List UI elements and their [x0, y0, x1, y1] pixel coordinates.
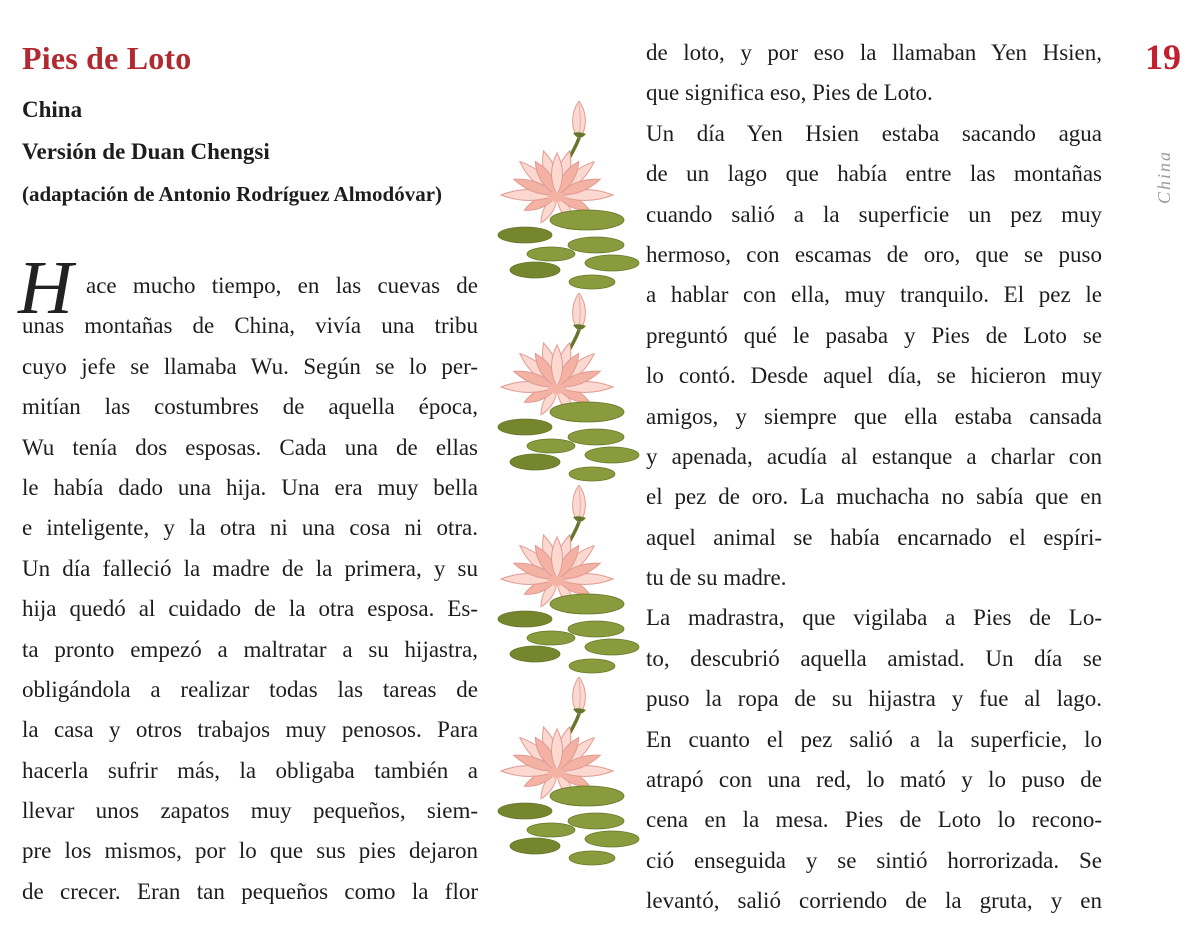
text-line: to, descubrió aquella amistad. Un día se — [646, 645, 1102, 671]
text-line: ció enseguida y se sintió horrorizada. Se — [646, 847, 1102, 873]
text-line: que significa eso, Pies de Loto. — [646, 80, 933, 106]
text-line: ace mucho tiempo, en las cuevas de — [86, 273, 478, 298]
text-line: el pez de oro. La muchacha no sabía que en — [646, 484, 1102, 510]
left-text-column — [18, 246, 478, 912]
text-line: llevar unos zapatos muy pequeños, siem- — [22, 798, 478, 824]
story-version: Versión de Duan Chengsi — [22, 139, 270, 164]
text-line: de un lago que había entre las montañas — [646, 161, 1102, 187]
margin-country-label: China — [1154, 149, 1174, 204]
text-line: En cuanto el pez salió a la superficie, lo — [646, 726, 1102, 752]
drop-cap: H — [18, 246, 73, 330]
page-title: Pies de Loto — [22, 40, 192, 76]
text-line: La madrastra, que vigilaba a Pies de Lo- — [646, 605, 1102, 631]
text-line: obligándola a realizar todas las tareas de — [22, 676, 478, 702]
right-text-column — [646, 33, 1102, 922]
left-column-header — [22, 40, 478, 214]
text-line: cuando salió a la superficie un pez muy — [646, 201, 1102, 227]
lotus-bud — [573, 293, 586, 330]
text-line: atrapó con una red, lo mató y lo puso de — [646, 767, 1102, 793]
text-line: Un día falleció la madre de la primera, y su — [22, 555, 478, 581]
lotus-flower-ornament — [495, 290, 640, 482]
page-number: 19 — [1145, 37, 1181, 77]
lotus-flower-ornament — [495, 482, 640, 674]
lily-pads — [498, 210, 639, 289]
lotus-bud — [573, 101, 586, 138]
lily-pads — [498, 786, 639, 865]
text-line: de crecer. Eran tan pequeños como la flor — [22, 878, 478, 904]
text-line: hija quedó al cuidado de la otra esposa. Es- — [22, 596, 478, 622]
story-country: China — [22, 97, 83, 122]
text-line: aquel animal se había encarnado el espíri- — [646, 524, 1102, 550]
text-line: hermoso, con escamas de oro, que se puso — [646, 241, 1102, 267]
text-line: pre los mismos, por lo que sus pies dejaron — [22, 838, 478, 864]
lily-pads — [498, 594, 639, 673]
text-line: la casa y otros trabajos muy penosos. Para — [22, 717, 478, 743]
text-line: y apenada, acudía al estanque a charlar con — [646, 443, 1102, 469]
text-line: lo contó. Desde aquel día, se hicieron muy — [646, 363, 1102, 389]
text-line: preguntó qué le pasaba y Pies de Loto se — [646, 322, 1102, 348]
text-line: mitían las costumbres de aquella época, — [22, 394, 478, 420]
text-line: amigos, y siempre que ella estaba cansada — [646, 403, 1102, 429]
text-line: cuyo jefe se llamaba Wu. Según se lo per- — [22, 353, 478, 379]
lily-pads — [498, 402, 639, 481]
text-line: unas montañas de China, vivía una tribu — [22, 313, 478, 339]
text-line: Wu tenía dos esposas. Cada una de ellas — [22, 434, 478, 460]
lotus-flower-ornament — [495, 674, 640, 866]
lotus-bud — [573, 485, 586, 522]
text-line: Un día Yen Hsien estaba sacando agua — [646, 120, 1102, 146]
text-line: cena en la mesa. Pies de Loto lo recono- — [646, 807, 1102, 833]
left-text-lines — [22, 266, 478, 912]
text-line: hacerla sufrir más, la obligaba también a — [22, 757, 478, 783]
text-line: ta pronto empezó a maltratar a su hijastra, — [22, 636, 478, 662]
text-line: a hablar con ella, muy tranquilo. El pez le — [646, 282, 1102, 308]
lotus-bud — [573, 677, 586, 714]
text-line: e inteligente, y la otra ni una cosa ni otra. — [22, 515, 478, 541]
text-line: levantó, salió corriendo de la gruta, y en — [646, 888, 1102, 914]
text-line: le había dado una hija. Una era muy bella — [22, 474, 478, 500]
lotus-flower-ornament — [495, 98, 640, 290]
story-adaptation: (adaptación de Antonio Rodríguez Almodóvar) — [22, 182, 443, 206]
text-line: puso la ropa de su hijastra y fue al lago. — [646, 686, 1102, 712]
lotus-ornament-column — [495, 98, 640, 868]
text-line: tu de su madre. — [646, 565, 787, 591]
text-line: de loto, y por eso la llamaban Yen Hsien, — [646, 40, 1102, 65]
